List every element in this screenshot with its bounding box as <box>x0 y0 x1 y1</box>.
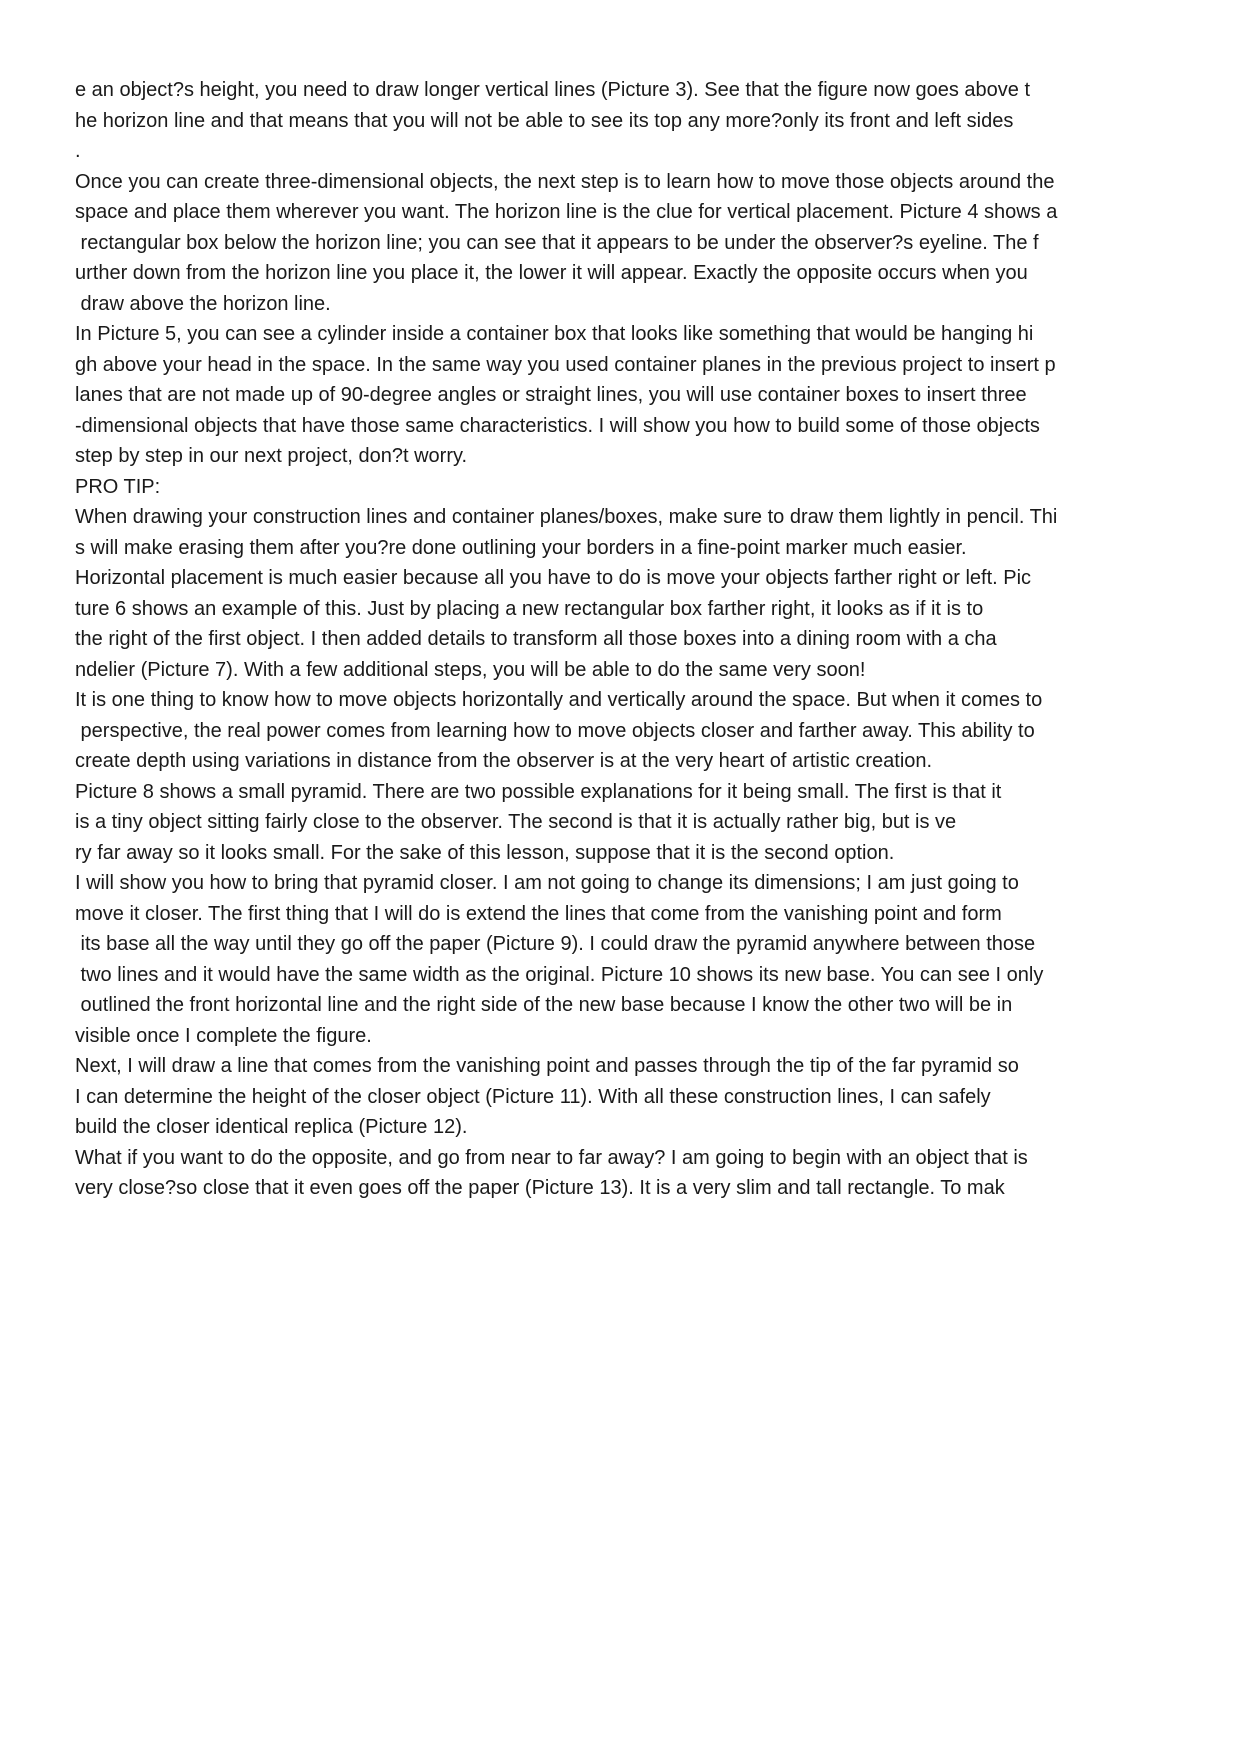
text-line: he horizon line and that means that you will not be able to see its top any more?only its front and left sides <box>75 109 1014 132</box>
text-line: space and place them wherever you want. The horizon line is the clue for vertical placement. Picture 4 shows a <box>75 201 1058 223</box>
text-line: ture 6 shows an example of this. Just by placing a new rectangular box farther right, it looks as if it is to <box>75 597 984 620</box>
text-line: I can determine the height of the closer object (Picture 11). With all these construction lines, I can safely <box>75 1085 991 1108</box>
text-line: It is one thing to know how to move objects horizontally and vertically around the space. But when it comes to <box>75 689 1043 711</box>
text-line: ndelier (Picture 7). With a few additional steps, you will be able to do the same very soon! <box>75 658 866 681</box>
text-line: ry far away so it looks small. For the sake of this lesson, suppose that it is the second option. <box>75 841 895 864</box>
text-line: Once you can create three-dimensional objects, the next step is to learn how to move those objects around the <box>75 170 1055 193</box>
text-line: What if you want to do the opposite, and go from near to far away? I am going to begin with an object that is <box>75 1146 1028 1169</box>
text-line: draw above the horizon line. <box>75 292 331 315</box>
text-line: In Picture 5, you can see a cylinder inside a container box that looks like something that would be hanging hi <box>75 323 1034 345</box>
text-line: rectangular box below the horizon line; you can see that it appears to be under the observer?s eyeline. The f <box>75 231 1039 254</box>
text-line: step by step in our next project, don?t worry. <box>75 445 468 467</box>
text-line: When drawing your construction lines and container planes/boxes, make sure to draw them lightly in pencil. Thi <box>75 506 1058 528</box>
text-line: urther down from the horizon line you place it, the lower it will appear. Exactly the opposite occurs when you <box>75 262 1028 284</box>
text-line: gh above your head in the space. In the same way you used container planes in the previous project to insert p <box>75 353 1056 376</box>
text-line: visible once I complete the figure. <box>75 1024 372 1047</box>
text-line: create depth using variations in distance from the observer is at the very heart of artistic creation. <box>75 750 933 772</box>
text-line: I will show you how to bring that pyramid closer. I am not going to change its dimensions; I am just going to <box>75 872 1019 894</box>
text-line: perspective, the real power comes from learning how to move objects closer and farther away. This ability to <box>75 719 1035 742</box>
text-line: . <box>75 140 81 162</box>
text-line: move it closer. The first thing that I will do is extend the lines that come from the vanishing point and form <box>75 902 1002 925</box>
text-line: the right of the first object. I then added details to transform all those boxes into a dining room with a cha <box>75 628 997 650</box>
text-line: Next, I will draw a line that comes from the vanishing point and passes through the tip of the far pyramid so <box>75 1055 1019 1077</box>
text-line: very close?so close that it even goes off the paper (Picture 13). It is a very slim and tall rectangle. To mak <box>75 1177 1005 1199</box>
text-line: outlined the front horizontal line and the right side of the new base because I know the other two will be in <box>75 994 1013 1016</box>
text-line: build the closer identical replica (Picture 12). <box>75 1116 468 1138</box>
text-line: Picture 8 shows a small pyramid. There are two possible explanations for it being small. The first is that it <box>75 780 1002 803</box>
text-line: is a tiny object sitting fairly close to the observer. The second is that it is actually rather big, but is ve <box>75 811 957 833</box>
text-line: two lines and it would have the same width as the original. Picture 10 shows its new base. You can see I only <box>75 963 1044 986</box>
text-line: lanes that are not made up of 90-degree angles or straight lines, you will use container boxes to insert three <box>75 384 1027 406</box>
text-line: Horizontal placement is much easier because all you have to do is move your objects farther right or left. Pic <box>75 567 1032 589</box>
pro-tip-heading: PRO TIP: <box>75 475 161 498</box>
body-text <box>75 75 1195 1204</box>
text-line: e an object?s height, you need to draw longer vertical lines (Picture 3). See that the figure now goes above t <box>75 79 1031 101</box>
text-line: s will make erasing them after you?re done outlining your borders in a fine-point marker much easier. <box>75 536 967 559</box>
text-line: its base all the way until they go off the paper (Picture 9). I could draw the pyramid anywhere between those <box>75 933 1036 955</box>
text-line: -dimensional objects that have those same characteristics. I will show you how to build some of those objects <box>75 414 1040 437</box>
